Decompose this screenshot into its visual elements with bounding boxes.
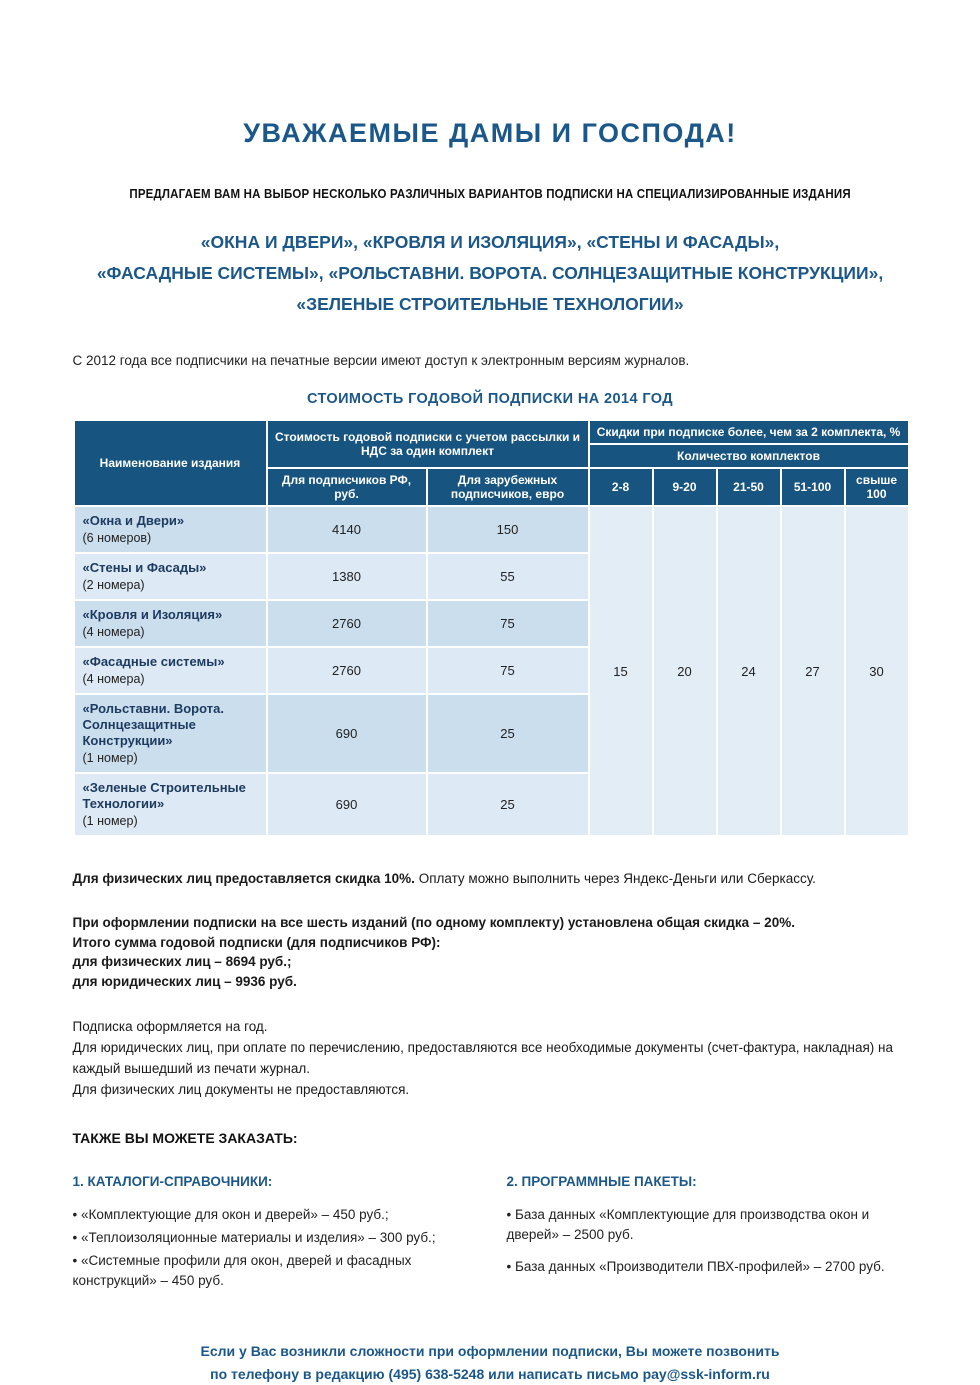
price-table-body <box>74 506 909 836</box>
price-rf-cell: 1380 <box>267 553 427 600</box>
packages-section <box>507 1174 908 1294</box>
journal-name-cell <box>74 773 267 836</box>
journal-name: «Окна и Двери» <box>82 513 185 528</box>
journal-titles-line2: «ФАСАДНЫЕ СИСТЕМЫ», «РОЛЬСТАВНИ. ВОРОТА. СОЛНЦЕЗАЩИТНЫЕ КОНСТРУКЦИИ», <box>96 263 884 283</box>
journal-name: «Зеленые Строительные Технологии» <box>82 780 246 811</box>
journal-name-cell <box>74 506 267 553</box>
journal-issues: (1 номер) <box>82 751 138 765</box>
price-table <box>73 419 910 837</box>
catalogs-section <box>73 1174 473 1294</box>
price-foreign-cell: 75 <box>427 600 589 647</box>
price-rf-cell: 690 <box>267 694 427 773</box>
journal-titles-line3: «ЗЕЛЕНЫЕ СТРОИТЕЛЬНЫЕ ТЕХНОЛОГИИ» <box>296 294 684 314</box>
col-header-qty: Количество комплектов <box>589 444 909 468</box>
col-header-discount-5: свыше 100 <box>845 468 909 506</box>
journal-issues: (6 номеров) <box>82 531 152 545</box>
catalog-list-item: • «Теплоизоляционные материалы и изделия» – 300 руб.; <box>73 1228 473 1248</box>
journal-name: «Рольставни. Ворота. Солнцезащитные Конструкции» <box>82 701 224 748</box>
price-rf-cell: 2760 <box>267 647 427 694</box>
page-subtitle: ПРЕДЛАГАЕМ ВАМ НА ВЫБОР НЕСКОЛЬКО РАЗЛИЧНЫХ ВАРИАНТОВ ПОДПИСКИ НА СПЕЦИАЛИЗИРОВАННЫЕ ИЗДАНИЯ <box>129 187 851 201</box>
col-header-discount-3: 21-50 <box>717 468 781 506</box>
col-header-price-foreign: Для зарубежных подписчиков, евро <box>427 468 589 506</box>
discount-value-cell: 24 <box>717 506 781 836</box>
journal-name-cell <box>74 647 267 694</box>
note-terms-line2: Для юридических лиц, при оплате по перечислению, предоставляются все необходимые документы (счет-фактура, накладная) на каждый вышедший из печати журнал. <box>72 1040 894 1076</box>
col-header-discount-4: 51-100 <box>781 468 845 506</box>
note-bundle-line2: Итого сумма годовой подписки (для подписчиков РФ): <box>72 934 441 950</box>
catalogs-title: 1. КАТАЛОГИ-СПРАВОЧНИКИ: <box>72 1174 273 1189</box>
subtitle-wrap <box>73 185 908 203</box>
footer-note <box>73 1340 908 1385</box>
discount-value-cell: 27 <box>781 506 845 836</box>
journal-name: «Фасадные системы» <box>82 654 225 669</box>
table-row <box>74 506 909 553</box>
price-foreign-cell: 25 <box>427 694 589 773</box>
col-header-discount-2: 9-20 <box>653 468 717 506</box>
price-foreign-cell: 25 <box>427 773 589 836</box>
also-order-heading: ТАКЖЕ ВЫ МОЖЕТЕ ЗАКАЗАТЬ: <box>72 1130 298 1146</box>
col-header-discount-1: 2-8 <box>589 468 653 506</box>
package-list-item: • База данных «Производители ПВХ-профилей» – 2700 руб. <box>507 1257 908 1277</box>
note-individual-discount <box>73 869 908 888</box>
col-header-price-rf: Для подписчиков РФ, руб. <box>267 468 427 506</box>
journal-name: «Кровля и Изоляция» <box>82 607 223 622</box>
journal-titles <box>73 227 908 320</box>
journal-issues: (4 номера) <box>82 625 145 639</box>
note-bundle-line4: для юридических лиц – 9936 руб. <box>72 973 297 989</box>
catalog-list-item: • «Системные профили для окон, дверей и фасадных конструкций» – 450 руб. <box>73 1251 473 1291</box>
price-table-head <box>74 420 909 506</box>
note-terms-line1: Подписка оформляется на год. <box>72 1019 268 1034</box>
discount-value-cell: 30 <box>845 506 909 836</box>
journal-name-cell <box>74 694 267 773</box>
journal-titles-line1: «ОКНА И ДВЕРИ», «КРОВЛЯ И ИЗОЛЯЦИЯ», «СТЕНЫ И ФАСАДЫ», <box>200 232 780 252</box>
note-individual-discount-bold: Для физических лиц предоставляется скидка 10%. <box>72 871 415 886</box>
footer-line1: Если у Вас возникли сложности при оформлении подписки, Вы можете позвонить <box>200 1343 780 1359</box>
price-table-title: СТОИМОСТЬ ГОДОВОЙ ПОДПИСКИ НА 2014 ГОД <box>306 391 673 407</box>
price-foreign-cell: 55 <box>427 553 589 600</box>
discount-value-cell: 15 <box>589 506 653 836</box>
catalog-list-item: • «Комплектующие для окон и дверей» – 450 руб.; <box>73 1205 473 1225</box>
package-list-item: • База данных «Комплектующие для производства окон и дверей» – 2500 руб. <box>507 1205 908 1245</box>
col-header-name: Наименование издания <box>74 420 267 506</box>
price-foreign-cell: 150 <box>427 506 589 553</box>
note-bundle-line3: для физических лиц – 8694 руб.; <box>72 954 292 969</box>
col-header-discount-group: Скидки при подписке более, чем за 2 комплекта, % <box>589 420 909 444</box>
intro-text: С 2012 года все подписчики на печатные версии имеют доступ к электронным версиям журналов. <box>72 353 690 368</box>
journal-issues: (1 номер) <box>82 814 138 828</box>
footer-line2-prefix: по телефону в редакцию (495) 638-5248 или написать письмо <box>210 1366 643 1382</box>
email-link[interactable]: pay@ssk-inform.ru <box>642 1366 770 1382</box>
note-bundle-line1: При оформлении подписки на все шесть изданий (по одному комплекту) установлена общая скидка – 20%. <box>72 915 795 930</box>
journal-name-cell <box>74 553 267 600</box>
note-terms-line3: Для физических лиц документы не предоставляются. <box>72 1082 410 1097</box>
price-foreign-cell: 75 <box>427 647 589 694</box>
extras-columns <box>73 1174 908 1294</box>
price-rf-cell: 690 <box>267 773 427 836</box>
note-bundle-discount <box>73 913 908 991</box>
note-terms <box>73 1016 908 1100</box>
package-list <box>507 1205 908 1277</box>
journal-issues: (2 номера) <box>82 578 145 592</box>
discount-value-cell: 20 <box>653 506 717 836</box>
journal-issues: (4 номера) <box>82 672 145 686</box>
journal-name-cell <box>74 600 267 647</box>
journal-name: «Стены и Фасады» <box>82 560 207 575</box>
packages-title: 2. ПРОГРАММНЫЕ ПАКЕТЫ: <box>506 1174 697 1189</box>
price-rf-cell: 2760 <box>267 600 427 647</box>
footer-line2 <box>73 1363 908 1385</box>
price-rf-cell: 4140 <box>267 506 427 553</box>
page-title: УВАЖАЕМЫЕ ДАМЫ И ГОСПОДА! <box>243 118 737 148</box>
col-header-price-group: Стоимость годовой подписки с учетом рассылки и НДС за один комплект <box>267 420 589 468</box>
note-individual-discount-rest: Оплату можно выполнить через Яндекс-Деньги или Сберкассу. <box>414 871 816 886</box>
catalog-list <box>73 1205 473 1291</box>
